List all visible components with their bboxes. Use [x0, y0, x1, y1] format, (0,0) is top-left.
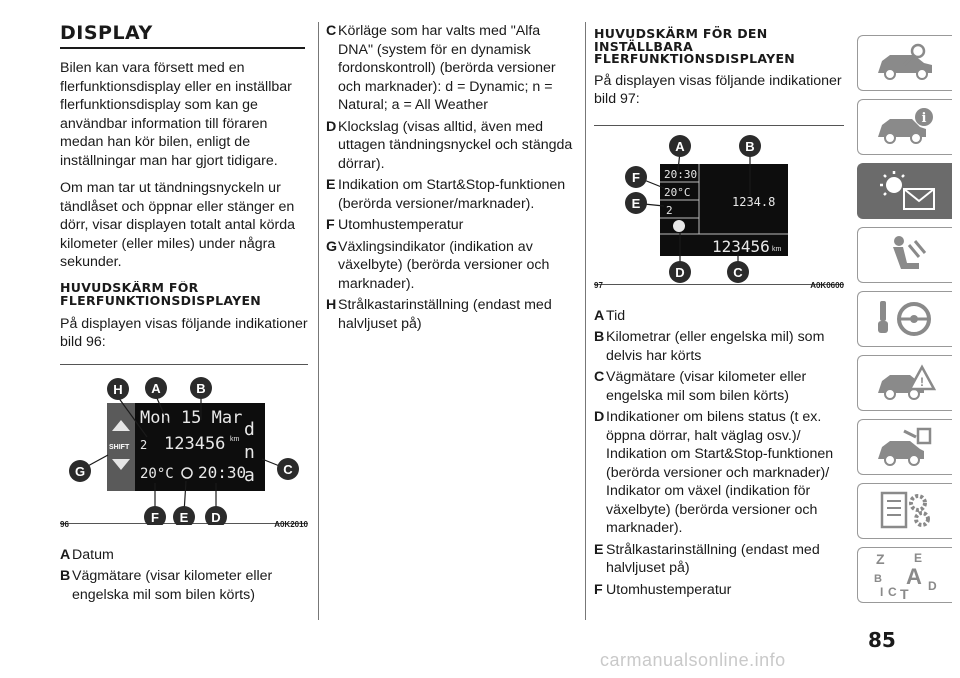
label-b: B	[745, 138, 755, 154]
airbag-seat-icon	[875, 233, 935, 277]
steering-wheel-icon	[874, 297, 936, 341]
figure-96	[60, 364, 308, 529]
screen-unit: km	[772, 245, 782, 253]
column-right	[594, 22, 844, 602]
figure-number: 97	[594, 281, 603, 290]
tab-service[interactable]	[857, 419, 952, 475]
chapter-tabs	[857, 35, 952, 611]
screen-odometer: 123456	[164, 433, 226, 454]
label-a: A	[675, 138, 685, 154]
svg-text:i: i	[921, 111, 927, 126]
tab-warning[interactable]	[857, 355, 952, 411]
column-divider	[318, 22, 319, 620]
svg-text:C: C	[888, 585, 897, 599]
tab-car-info[interactable]	[857, 99, 952, 155]
svg-text:I: I	[880, 585, 884, 599]
svg-text:Z: Z	[876, 551, 885, 567]
list-item: F Utomhustemperatur	[594, 581, 732, 598]
page-title: DISPLAY	[60, 22, 153, 44]
figure-96-image	[60, 365, 308, 525]
svg-text:B: B	[874, 573, 882, 585]
svg-text:!: !	[920, 375, 924, 389]
screen-unit: km	[230, 435, 240, 443]
subheading-adjustable: HUVUDSKÄRM FÖR DEN INSTÄLLBARA FLERFUNKTIONSDISPLAYEN	[594, 26, 796, 66]
label-c: C	[733, 264, 743, 280]
screen-trip-km: 1234.8	[732, 194, 776, 209]
column-left	[60, 22, 308, 607]
figure-code: A0K2010	[274, 520, 308, 529]
shift-label: SHIFT	[109, 443, 130, 451]
screen-clock: 20:30	[198, 462, 247, 482]
figure-number: 96	[60, 520, 69, 529]
list-item: C Vägmätare (visar kilometer eller engelska mil som bilen körts)	[594, 369, 807, 404]
title-rule	[60, 47, 305, 49]
figure-code: A0K0600	[810, 281, 844, 290]
label-e: E	[631, 195, 641, 211]
svg-text:D: D	[928, 579, 937, 593]
mode-a: a	[244, 464, 255, 486]
label-c: C	[283, 461, 293, 477]
screen-time: 20:30	[664, 167, 698, 181]
label-d: D	[675, 264, 685, 280]
mode-d: d	[244, 418, 255, 440]
dashboard-light-icon	[870, 169, 940, 213]
screen-trip: 2	[140, 437, 148, 452]
alphabet-index-icon	[870, 550, 940, 600]
column-middle	[326, 22, 576, 336]
tab-steering[interactable]	[857, 291, 952, 347]
settings-list-icon	[874, 489, 936, 533]
label-e: E	[179, 509, 189, 525]
screen-temperature: 20°C	[140, 465, 174, 482]
legend-list-96	[60, 546, 308, 605]
car-key-icon	[874, 43, 936, 83]
list-item: B Kilometrar (eller engelska mil) som delvis har körts	[594, 329, 825, 364]
paragraph-1: Bilen kan vara försett med en flerfunktionsdisplay eller en inställbar flerfunktionsdisplay som kan ge användbar information till föraren medan han kör bilen, enligt de inställningar man har gjort tidigare.	[60, 60, 292, 169]
figure-96-intro: På displayen visas följande indikationer bild 96:	[60, 315, 308, 350]
car-service-icon	[874, 425, 936, 469]
subheading-multifunction: HUVUDSKÄRM FÖR FLERFUNKTIONSDISPLAYEN	[60, 280, 262, 307]
car-info-icon	[874, 107, 936, 147]
tab-dashboard[interactable]	[857, 163, 952, 219]
tab-airbag[interactable]	[857, 227, 952, 283]
tab-car-key[interactable]	[857, 35, 952, 91]
label-a: A	[151, 380, 161, 396]
svg-text:A: A	[906, 564, 922, 589]
figure-97-image	[594, 126, 842, 286]
legend-list-96-cont	[326, 22, 576, 333]
list-item: D Klockslag (visas alltid, även med uttagen tändningsnyckel och stängda dörrar).	[326, 118, 573, 172]
paragraph-2: Om man tar ut tändningsnyckeln ur tändlåset och öppnar eller stänger en dörr, visar displayen totalt antal körda kilometer (eller miles) under några sekunder.	[60, 180, 296, 270]
label-f: F	[632, 169, 640, 185]
list-item: A Tid	[594, 307, 626, 324]
column-divider	[585, 22, 586, 620]
list-item: E Strålkastarinställning (endast med halvljuset på)	[594, 541, 820, 576]
screen-date: Mon 15 Mar	[140, 407, 243, 428]
figure-97-intro: På displayen visas följande indikationer bild 97:	[594, 72, 842, 107]
page-number: 85	[868, 628, 896, 652]
tab-index[interactable]	[857, 547, 952, 603]
legend-list-97	[594, 307, 844, 600]
list-item: H Strålkastarinställning (endast med halvljuset på)	[326, 297, 552, 332]
list-item: B Vägmätare (visar kilometer eller engelska mil som bilen körts)	[60, 568, 273, 603]
svg-text:T: T	[900, 586, 909, 600]
list-item: G Växlingsindikator (indikation av växelbyte) (berörda versioner och marknader).	[326, 238, 550, 292]
tab-settings[interactable]	[857, 483, 952, 539]
screen-temperature: 20°C	[664, 185, 691, 199]
list-item: A Datum	[60, 546, 114, 563]
list-item: C Körläge som har valts med "Alfa DNA" (system för en dynamisk fordonskontroll) (berörda versioner och marknader): d = Dynamic; n = Natural; a = All Weather	[326, 23, 556, 113]
label-f: F	[151, 509, 159, 525]
list-item: D Indikationer om bilens status (t ex. öppna dörrar, halt väglag osv.)/ Indikation om Start&Stop-funktionen (berörda versioner och marknader)/ Indikator om växel (indikation för växelbyte) (berörda versioner och marknader).	[594, 409, 834, 536]
list-item: F Utomhustemperatur	[326, 217, 464, 233]
list-item: E Indikation om Start&Stop-funktionen (berörda versioner/marknader).	[326, 177, 566, 212]
label-d: D	[211, 509, 221, 525]
status-icon	[673, 220, 685, 232]
label-b: B	[196, 380, 206, 396]
watermark: carmanualsonline.info	[600, 650, 786, 670]
figure-97	[594, 125, 844, 290]
label-h: H	[113, 381, 123, 397]
screen-trip-indicator: 2	[666, 203, 673, 217]
label-g: G	[74, 463, 86, 479]
screen-odometer: 123456	[712, 236, 770, 256]
svg-text:E: E	[914, 551, 923, 565]
mode-n: n	[244, 441, 255, 463]
car-warning-icon	[874, 361, 936, 405]
